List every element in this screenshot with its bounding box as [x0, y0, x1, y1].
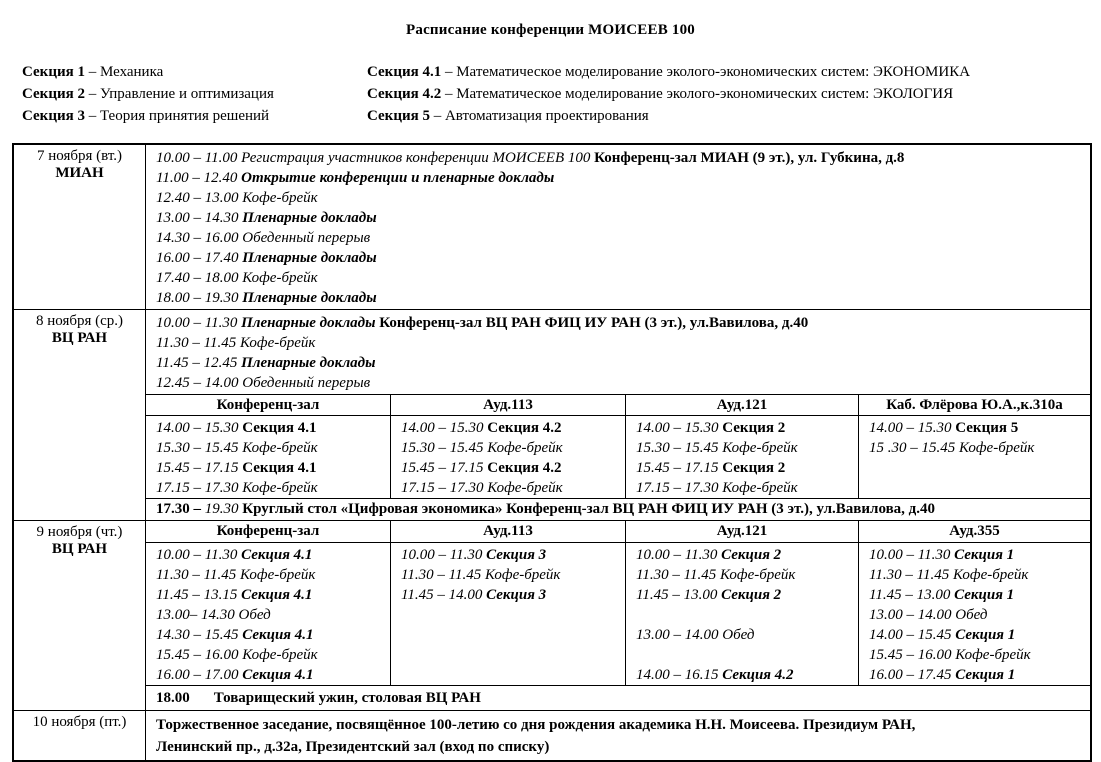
section-legend	[22, 61, 1101, 127]
time-range: 11.30 – 11.45	[869, 567, 950, 583]
day-content	[146, 711, 1090, 760]
event-title: Секция 3	[486, 547, 547, 563]
event-title: Секция 4.1	[241, 587, 313, 603]
time-range: 12.45 – 14.00	[156, 375, 239, 391]
event-title: Кофе-брейк	[242, 647, 318, 663]
schedule-line	[156, 228, 1090, 248]
event-title: Секция 3	[486, 587, 547, 603]
time-range: 11.45 – 13.15	[156, 587, 238, 603]
event-title: Секция 2	[721, 587, 782, 603]
venue-label: МИАН	[55, 165, 104, 181]
time-range: 17.30 –	[156, 501, 201, 517]
schedule-line	[156, 268, 1090, 288]
day-content	[146, 310, 1090, 520]
event-title: Секция 4.1	[242, 420, 317, 436]
section-desc: – Управление и оптимизация	[88, 86, 274, 102]
venue-label: ВЦ РАН	[51, 330, 108, 346]
schedule-line	[636, 585, 858, 605]
room-columns	[146, 543, 1090, 685]
schedule-line	[401, 565, 625, 585]
closing-line: Ленинский пр., д.32а, Президентский зал (вход по списку)	[156, 739, 550, 755]
time-range: 14.00 – 15.30	[156, 420, 239, 436]
time-range: 15.30 – 15.45	[401, 440, 484, 456]
event-title: Секция 1	[954, 547, 1015, 563]
day-content	[146, 145, 1090, 309]
event-title: Секция 4.2	[722, 667, 794, 683]
time-range: 11.00 – 12.40	[156, 170, 238, 186]
event-title: Кофе-брейк	[953, 567, 1029, 583]
legend-left-column	[22, 61, 367, 127]
schedule-line	[156, 478, 390, 498]
time-range: 14.00 – 15.30	[401, 420, 484, 436]
event-title: Кофе-брейк	[240, 567, 316, 583]
time-range: 10.00 – 11.30	[869, 547, 951, 563]
time-range: 11.45 – 14.00	[401, 587, 483, 603]
event-title: Кофе-брейк	[720, 567, 796, 583]
schedule-line	[156, 645, 390, 665]
event-title: Пленарные доклады	[242, 210, 377, 226]
dinner-line	[146, 685, 1090, 710]
event-title: Круглый стол «Цифровая экономика» Конференц-зал ВЦ РАН ФИЦ ИУ РАН (3 эт.), ул.Вавилова, д.40	[242, 501, 936, 517]
schedule-line	[401, 438, 625, 458]
event-title: Кофе-брейк	[722, 480, 798, 496]
room-column	[391, 543, 626, 685]
time-range: 15.30 – 15.45	[636, 440, 719, 456]
schedule-line	[869, 418, 1090, 438]
section-desc: – Автоматизация проектирования	[433, 108, 649, 124]
schedule-line	[156, 545, 390, 565]
time-range: 11.30 – 11.45	[636, 567, 717, 583]
time-range: 13.00– 14.30	[156, 607, 235, 623]
event-title: Обеденный перерыв	[242, 230, 371, 246]
event-location: Конференц-зал ВЦ РАН ФИЦ ИУ РАН (3 эт.), ул.Вавилова, д.40	[379, 315, 809, 331]
legend-item	[22, 83, 367, 105]
room-header: Ауд.113	[391, 395, 626, 415]
room-column	[146, 543, 391, 685]
venue-label: ВЦ РАН	[51, 541, 108, 557]
section-desc: – Механика	[88, 64, 164, 80]
closing-session-text	[146, 711, 1090, 760]
section-name: Секция 2	[22, 86, 85, 102]
time-range: 14.30 – 16.00	[156, 230, 239, 246]
legend-right-column	[367, 61, 1101, 127]
event-title: Кофе-брейк	[242, 480, 318, 496]
time-range: 16.00 – 17.40	[156, 250, 239, 266]
room-header: Конференц-зал	[146, 521, 391, 542]
event-title: Регистрация участников конференции МОИСЕЕВ 100	[241, 150, 591, 166]
schedule-line	[869, 565, 1090, 585]
event-title: Пленарные доклады	[242, 290, 377, 306]
event-title: Кофе-брейк	[240, 335, 316, 351]
event-title: Секция 4.1	[241, 547, 313, 563]
schedule-line	[156, 188, 1090, 208]
spacer-line	[636, 645, 858, 665]
schedule-line	[636, 665, 858, 685]
event-title: Обед	[722, 627, 755, 643]
schedule-line	[156, 373, 1090, 393]
schedule-line	[156, 208, 1090, 228]
closing-line: Торжественное заседание, посвящённое 100-летию со дня рождения академика Н.Н. Моисеева. Президиум РАН,	[156, 717, 916, 733]
schedule-line	[156, 665, 390, 685]
time-range: 14.00 – 16.15	[636, 667, 719, 683]
time-range: 14.00 – 15.45	[869, 627, 952, 643]
room-header: Ауд.121	[626, 521, 859, 542]
schedule-line	[156, 313, 1090, 333]
schedule-line	[156, 605, 390, 625]
event-location: Конференц-зал МИАН (9 эт.), ул. Губкина, д.8	[594, 150, 905, 166]
time-range: 15.30 – 15.45	[156, 440, 239, 456]
event-title: Секция 4.1	[242, 460, 317, 476]
time-range: 11.45 – 12.45	[156, 355, 238, 371]
time-range: 16.00 – 17.00	[156, 667, 239, 683]
time-range: 17.15 – 17.30	[401, 480, 484, 496]
time-range: 15.45 – 17.15	[636, 460, 719, 476]
schedule-table	[12, 143, 1092, 762]
schedule-line	[636, 458, 858, 478]
time-range: 10.00 – 11.00	[156, 150, 238, 166]
time-range: 13.00 – 14.00	[869, 607, 952, 623]
legend-item	[367, 105, 1101, 127]
room-header: Ауд.113	[391, 521, 626, 542]
date-label: 7 ноября (вт.)	[36, 148, 123, 164]
schedule-line	[636, 438, 858, 458]
section-name: Секция 4.1	[367, 64, 442, 80]
room-column	[859, 416, 1090, 498]
time-range: 16.00 – 17.45	[869, 667, 952, 683]
event-title: Секция 2	[721, 547, 782, 563]
day-row-nov10	[14, 710, 1090, 760]
time-range: 10.00 – 11.30	[401, 547, 483, 563]
schedule-line	[401, 458, 625, 478]
date-label: 9 ноября (чт.)	[36, 524, 123, 540]
time-range: 11.45 – 13.00	[869, 587, 951, 603]
event-title: Секция 5	[955, 420, 1019, 436]
event-title: Кофе-брейк	[955, 647, 1031, 663]
schedule-line	[869, 605, 1090, 625]
time-range: 17.15 – 17.30	[636, 480, 719, 496]
schedule-line	[636, 565, 858, 585]
round-table-line	[146, 498, 1090, 520]
section-desc: – Математическое моделирование эколого-экономических систем: ЭКОНОМИКА	[444, 64, 971, 80]
room-column	[626, 543, 859, 685]
date-cell	[14, 145, 146, 309]
schedule-line	[869, 545, 1090, 565]
schedule-line	[401, 585, 625, 605]
time-range: 15.45 – 16.00	[869, 647, 952, 663]
time-range: 17.15 – 17.30	[156, 480, 239, 496]
date-cell	[14, 711, 146, 760]
event-title: Товарищеский ужин, столовая ВЦ РАН	[213, 690, 481, 706]
day-content	[146, 521, 1090, 710]
schedule-line	[636, 625, 858, 645]
spacer-line	[636, 605, 858, 625]
event-title: Пленарные доклады	[241, 315, 376, 331]
page-title: Расписание конференции МОИСЕЕВ 100	[406, 22, 695, 38]
time-range: 15.45 – 17.15	[401, 460, 484, 476]
event-title: Кофе-брейк	[242, 270, 318, 286]
room-header: Конференц-зал	[146, 395, 391, 415]
event-title: Секция 4.2	[487, 420, 562, 436]
time-range: 12.40 – 13.00	[156, 190, 239, 206]
schedule-line	[156, 288, 1090, 308]
event-title: Обед	[238, 607, 271, 623]
event-title: Секция 4.2	[487, 460, 562, 476]
room-column	[859, 543, 1090, 685]
schedule-line	[869, 625, 1090, 645]
time-range: 17.40 – 18.00	[156, 270, 239, 286]
schedule-line	[156, 353, 1090, 373]
room-header-row	[146, 521, 1090, 543]
legend-item	[367, 61, 1101, 83]
room-header-row	[146, 394, 1090, 416]
event-title: Пленарные доклады	[242, 250, 377, 266]
time-range: 15.45 – 16.00	[156, 647, 239, 663]
section-desc: – Математическое моделирование эколого-экономических систем: ЭКОЛОГИЯ	[444, 86, 954, 102]
schedule-line	[156, 438, 390, 458]
day-row-nov9	[14, 520, 1090, 710]
room-columns	[146, 416, 1090, 498]
schedule-line	[156, 625, 390, 645]
room-header: Ауд.121	[626, 395, 859, 415]
room-column	[391, 416, 626, 498]
event-title: Кофе-брейк	[242, 190, 318, 206]
date-label: 8 ноября (ср.)	[35, 313, 124, 329]
time-range: 15.45 – 17.15	[156, 460, 239, 476]
event-title: Кофе-брейк	[722, 440, 798, 456]
event-title: Секция 4.1	[242, 667, 314, 683]
event-title: Секция 2	[722, 460, 786, 476]
event-title: Пленарные доклады	[241, 355, 376, 371]
schedule-line	[636, 418, 858, 438]
event-title: Кофе-брейк	[485, 567, 561, 583]
event-title: Секция 1	[955, 667, 1016, 683]
section-name: Секция 3	[22, 108, 85, 124]
schedule-line	[156, 333, 1090, 353]
event-title: Кофе-брейк	[959, 440, 1035, 456]
schedule-line	[156, 418, 390, 438]
time-range: 14.30 – 15.45	[156, 627, 239, 643]
schedule-line	[636, 478, 858, 498]
schedule-line	[401, 545, 625, 565]
time-range: 13.00 – 14.30	[156, 210, 239, 226]
time-range: 11.30 – 11.45	[401, 567, 482, 583]
schedule-line	[869, 665, 1090, 685]
section-desc: – Теория принятия решений	[88, 108, 270, 124]
schedule-line	[869, 585, 1090, 605]
date-label: 10 ноября (пт.)	[32, 714, 127, 730]
time-range: 11.30 – 11.45	[156, 335, 237, 351]
time-range: 14.00 – 15.30	[636, 420, 719, 436]
time-range: 18.00 – 19.30	[156, 290, 239, 306]
room-header: Каб. Флёрова Ю.А.,к.310а	[886, 397, 1063, 413]
day-row-nov8	[14, 309, 1090, 520]
room-column	[626, 416, 859, 498]
time-range: 11.30 – 11.45	[156, 567, 237, 583]
day-row-nov7	[14, 145, 1090, 309]
legend-item	[22, 61, 367, 83]
schedule-line	[869, 438, 1090, 458]
time-range: 13.00 – 14.00	[636, 627, 719, 643]
event-title: Открытие конференции и пленарные доклады	[241, 170, 555, 186]
legend-item	[367, 83, 1101, 105]
legend-item	[22, 105, 367, 127]
schedule-line	[156, 565, 390, 585]
event-title: Секция 1	[954, 587, 1015, 603]
time-range: 10.00 – 11.30	[156, 547, 238, 563]
schedule-line	[869, 645, 1090, 665]
event-title: Секция 4.1	[242, 627, 314, 643]
date-cell	[14, 310, 146, 520]
room-column	[146, 416, 391, 498]
time-range: 11.45 – 13.00	[636, 587, 718, 603]
time-range: 15 .30 – 15.45	[869, 440, 956, 456]
schedule-line	[156, 148, 1090, 168]
time-range: 10.00 – 11.30	[636, 547, 718, 563]
schedule-line	[401, 478, 625, 498]
event-title: Секция 2	[722, 420, 786, 436]
schedule-line	[156, 458, 390, 478]
schedule-line	[636, 545, 858, 565]
schedule-line	[156, 168, 1090, 188]
time-range: 18.00	[156, 690, 190, 706]
time-range: 14.00 – 15.30	[869, 420, 952, 436]
time-range-end: 19.30	[204, 501, 239, 517]
section-name: Секция 4.2	[367, 86, 442, 102]
event-title: Обеденный перерыв	[242, 375, 371, 391]
event-title: Кофе-брейк	[487, 480, 563, 496]
event-title: Кофе-брейк	[487, 440, 563, 456]
event-title: Обед	[955, 607, 988, 623]
event-title: Кофе-брейк	[242, 440, 318, 456]
room-header: Ауд.355	[949, 523, 1000, 539]
event-title: Секция 1	[955, 627, 1016, 643]
time-range: 10.00 – 11.30	[156, 315, 238, 331]
schedule-line	[156, 248, 1090, 268]
date-cell	[14, 521, 146, 710]
schedule-line	[401, 418, 625, 438]
section-name: Секция 5	[367, 108, 430, 124]
schedule-line	[156, 585, 390, 605]
section-name: Секция 1	[22, 64, 85, 80]
